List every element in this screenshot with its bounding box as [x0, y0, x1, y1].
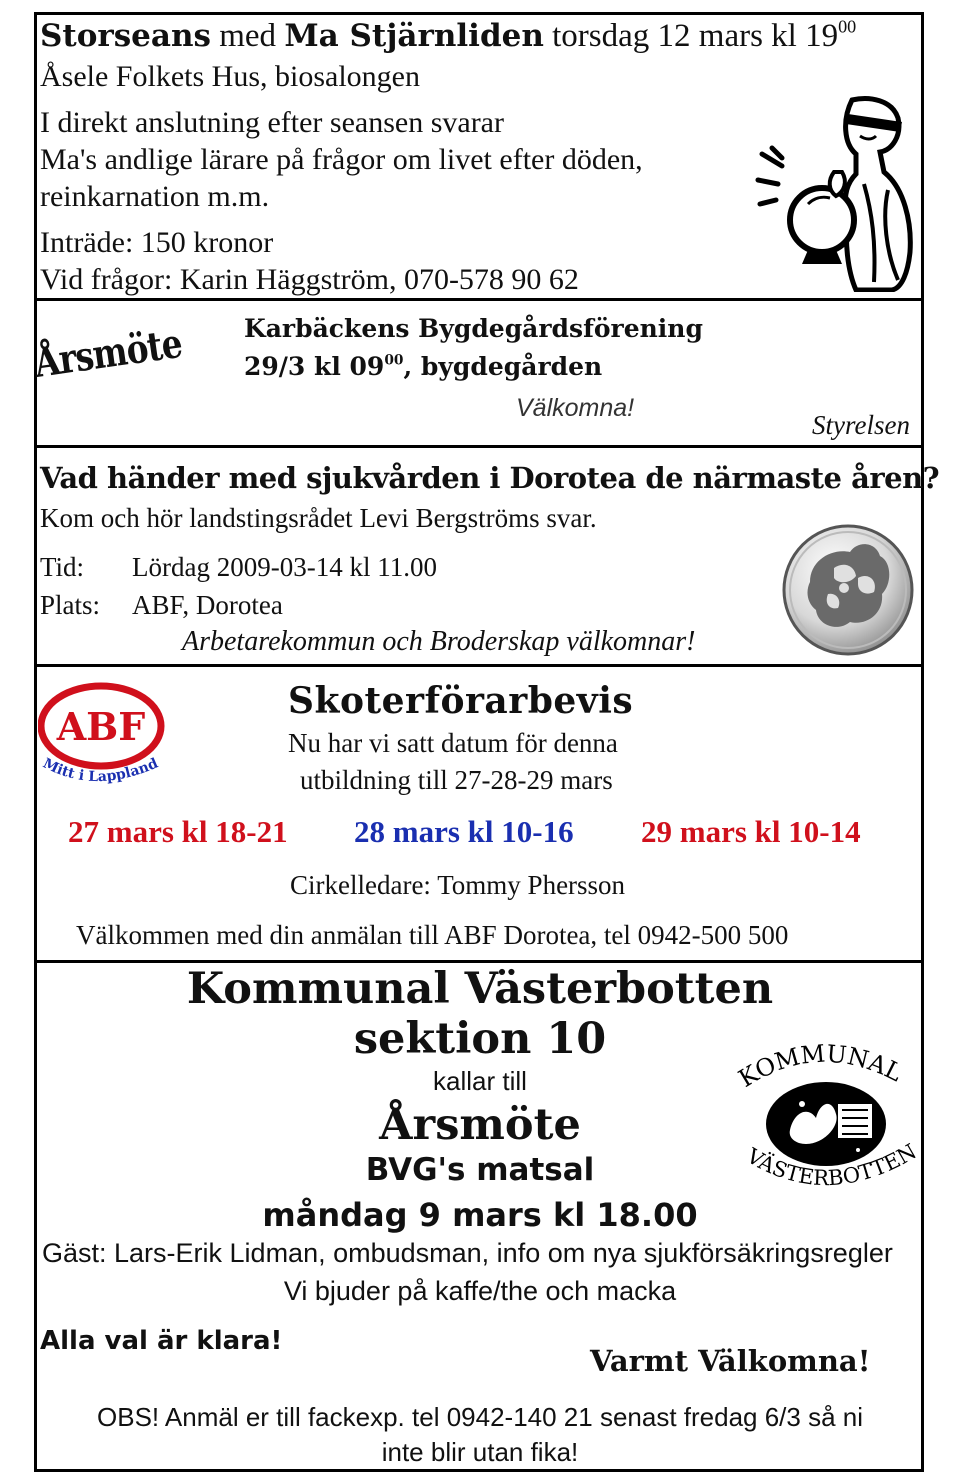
arsmote-date: 29/3 kl 09: [244, 352, 385, 381]
course-heading: Skoterförarbevis: [288, 680, 634, 722]
arsmote-place: , bygdegården: [403, 352, 603, 381]
kommunal-logo-top-text: KOMMUNAL: [733, 1039, 907, 1093]
union-elections-ready: Alla val är klara!: [40, 1326, 283, 1356]
seance-entry-fee: Inträde: 150 kronor: [40, 226, 274, 259]
kommunal-logo-bottom-text: VÄSTERBOTTEN: [742, 1139, 921, 1191]
union-obs-line: inte blir utan fika!: [381, 1437, 579, 1467]
arsmote-date-place: [244, 352, 602, 381]
union-arsmote-heading: Årsmöte: [379, 1100, 581, 1150]
abf-logo: [38, 680, 172, 792]
union-guest: Gäst: Lars-Erik Lidman, ombudsman, info om nya sjukförsäkringsregler: [42, 1238, 893, 1268]
union-venue: BVG's matsal: [365, 1152, 595, 1188]
abf-logo-text: ABF: [56, 704, 146, 749]
course-date-3: 29 mars kl 10-14: [641, 814, 861, 849]
union-offer: Vi bjuder på kaffe/the och macka: [283, 1276, 677, 1306]
healthcare-time-value: Lördag 2009-03-14 kl 11.00: [132, 552, 437, 582]
divider: [34, 960, 924, 963]
arsmote-heading: Årsmöte: [31, 319, 185, 387]
abf-logo-subtext: Mitt i Lappland: [40, 755, 161, 786]
divider: [34, 298, 924, 301]
seance-desc-line: reinkarnation m.m.: [40, 180, 270, 213]
seance-date: torsdag 12 mars kl 19: [552, 18, 839, 54]
course-date-1: 27 mars kl 18-21: [68, 814, 288, 849]
healthcare-place-label: Plats:: [40, 590, 101, 620]
social-democrats-rose-badge-icon: [780, 522, 916, 658]
healthcare-subheading: Kom och hör landstingsrådet Levi Bergströms svar.: [40, 503, 597, 533]
seance-venue: Åsele Folkets Hus, biosalongen: [40, 60, 420, 93]
healthcare-heading: Vad händer med sjukvården i Dorotea de närmaste åren?: [40, 461, 940, 495]
union-datetime: måndag 9 mars kl 18.00: [262, 1196, 698, 1234]
union-section-number: sektion 10: [353, 1014, 607, 1064]
association-name: Karbäckens Bygdegårdsförening: [244, 314, 703, 343]
union-welcome: Varmt Välkomna!: [590, 1344, 871, 1378]
course-line: Nu har vi satt datum för denna: [288, 728, 618, 758]
fortune-teller-crystal-ball-icon: [752, 92, 922, 292]
seance-desc-line: Ma's andlige lärare på frågor om livet efter döden,: [40, 143, 643, 176]
seance-contact: Vid frågor: Karin Häggström, 070-578 90 62: [40, 263, 579, 296]
arsmote-welcome: Välkomna!: [516, 394, 635, 422]
seance-title-mid: med: [219, 18, 277, 54]
healthcare-time-label: Tid:: [40, 552, 85, 582]
seance-title-bold: Storseans: [40, 18, 211, 54]
union-calls: kallar till: [433, 1066, 527, 1096]
course-date-2: 28 mars kl 10-16: [354, 814, 574, 849]
seance-title: [40, 18, 856, 55]
course-line: utbildning till 27-28-29 mars: [300, 765, 613, 795]
course-leader: Cirkelledare: Tommy Phersson: [290, 870, 626, 900]
healthcare-place-value: ABF, Dorotea: [132, 590, 283, 620]
arsmote-time-sup: 00: [384, 352, 404, 369]
seance-medium-name: Ma Stjärnliden: [284, 18, 544, 54]
seance-time-sup: 00: [838, 16, 857, 37]
union-obs-line: OBS! Anmäl er till fackexp. tel 0942-140 21 senast fredag 6/3 så ni: [97, 1402, 863, 1432]
divider: [34, 445, 924, 448]
union-title: Kommunal Västerbotten: [186, 964, 774, 1014]
healthcare-hosts: Arbetarekommun och Broderskap välkomnar!: [182, 626, 696, 657]
divider: [34, 664, 924, 667]
seance-desc-line: I direkt anslutning efter seansen svarar: [40, 106, 504, 139]
kommunal-vasterbotten-logo: [728, 1026, 924, 1206]
course-signup: Välkommen med din anmälan till ABF Dorotea, tel 0942-500 500: [76, 920, 789, 950]
arsmote-signature: Styrelsen: [812, 410, 910, 440]
